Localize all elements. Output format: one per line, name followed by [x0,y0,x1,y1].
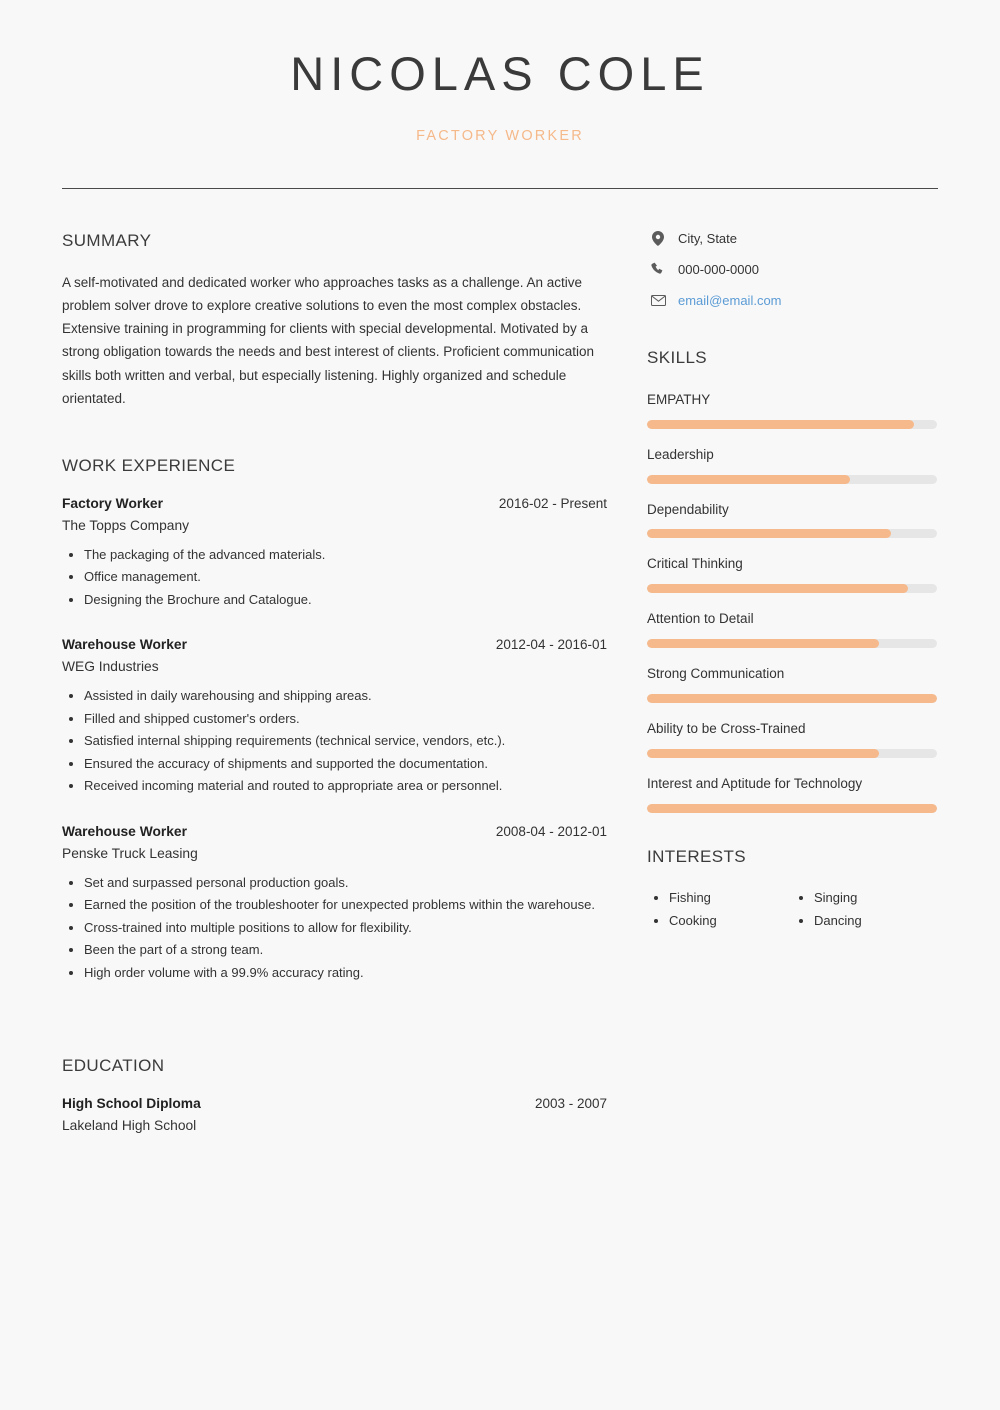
skill-label: Attention to Detail [647,611,754,627]
skill-label: Ability to be Cross-Trained [647,721,806,737]
resume-header [0,0,1000,144]
job-title: Warehouse Worker [62,823,187,839]
page-title: NICOLAS COLE [290,47,710,100]
education-dates: 2003 - 2007 [534,1096,607,1112]
skill-bar-track [647,804,937,813]
contact-location: City, State [678,230,738,246]
work-experience-entry [62,824,607,984]
skill-item [647,609,937,648]
skill-bar-fill [647,694,937,703]
list-item: • Cross-trained into multiple positions to allow for flexibility. [84,917,607,939]
skill-label: Interest and Aptitude for Technology [647,776,863,792]
job-dates: 2012-04 - 2016-01 [495,637,607,653]
skill-bar-fill [647,584,908,593]
spacer [62,1010,607,1056]
contact-email[interactable]: email@email.com [678,292,782,308]
header-divider [62,188,938,189]
list-item: • Designing the Brochure and Catalogue. [84,589,607,611]
job-bullet-list [62,544,607,611]
job-title: Factory Worker [62,496,163,511]
main-column [62,231,647,1160]
list-item: • Satisfied internal shipping requirements (technical service, vendors, etc.). [84,730,607,752]
phone-icon [647,262,669,276]
work-experience-entry [62,637,607,797]
list-item: • Ensured the accuracy of shipments and supported the documentation. [84,753,607,775]
work-experience-heading: WORK EXPERIENCE [62,456,236,475]
skill-bar-fill [647,639,879,648]
job-company: Penske Truck Leasing [62,845,198,861]
job-bullet-list [62,685,607,797]
skill-item [647,664,937,703]
job-dates: 2016-02 - Present [498,496,607,511]
skill-bar-fill [647,420,914,429]
job-company: The Topps Company [62,518,190,533]
skill-bar-fill [647,749,879,758]
summary-text: A self-motivated and dedicated worker who approaches tasks as a challenge. An active problem solver drove to explore creative solutions to even the most complex obstacles. Extensive training in programming for clients with special developmental. Motivated by a strong obligation towards the needs and best interest of clients. Proficient communication skills both written and verbal, but especially listening. Highly organized and schedule orientated. [62,274,595,406]
list-item: • Fishing [669,887,792,910]
list-item: • Assisted in daily warehousing and shipping areas. [84,685,607,707]
skill-bar-track [647,420,937,429]
list-item: • Singing [814,887,937,910]
job-dates: 2008-04 - 2012-01 [495,823,607,839]
skill-item [647,500,937,539]
skill-item [647,719,937,758]
list-item: • Dancing [814,910,937,933]
skill-bar-track [647,694,937,703]
list-item: • Office management. [84,566,607,588]
job-bullet-list [62,872,607,984]
job-title-subheading: FACTORY WORKER [416,127,584,144]
location-pin-icon [647,231,669,246]
list-item: • Earned the position of the troubleshooter for unexpected problems within the warehouse. [84,894,607,916]
education-heading: EDUCATION [62,1056,165,1076]
contact-phone: 000-000-0000 [678,261,759,277]
skill-item [647,390,937,429]
skill-bar-track [647,639,937,648]
job-header-row [62,824,607,839]
skill-bar-fill [647,804,937,813]
skill-bar-fill [647,529,891,538]
education-header-row [62,1096,607,1111]
envelope-icon [647,295,669,306]
skill-bar-track [647,584,937,593]
interests-grid [647,887,937,933]
work-experience-entry [62,496,607,611]
interests-heading: INTERESTS [647,847,747,867]
contact-info [647,231,937,308]
list-item: • Been the part of a strong team. [84,939,607,961]
skill-item [647,445,937,484]
job-header-row [62,637,607,652]
list-item: • Set and surpassed personal production goals. [84,872,607,894]
education-entry [62,1096,607,1133]
skill-item [647,554,937,593]
skill-bar-track [647,529,937,538]
contact-phone-row [647,262,937,277]
skill-label: Strong Communication [647,666,785,682]
side-column [647,231,937,1160]
list-item: • Cooking [669,910,792,933]
job-header-row [62,496,607,511]
degree-title: High School Diploma [62,1096,201,1112]
spacer [62,410,607,456]
skill-bar-fill [647,475,850,484]
skill-label: Critical Thinking [647,556,743,572]
list-item: • Received incoming material and routed to appropriate area or personnel. [84,775,607,797]
skills-heading: SKILLS [647,347,708,367]
school-name: Lakeland High School [62,1118,197,1134]
job-company: WEG Industries [62,659,159,675]
list-item: • High order volume with a 99.9% accuracy rating. [84,962,607,984]
job-title: Warehouse Worker [62,637,187,653]
list-item: • The packaging of the advanced materials. [84,544,607,566]
contact-email-row[interactable] [647,293,937,308]
skill-bar-track [647,749,937,758]
skill-bar-track [647,475,937,484]
skill-label: Dependability [647,501,729,517]
interests-column-left [647,887,792,933]
contact-location-row [647,231,937,246]
skill-item [647,774,937,813]
skill-label: EMPATHY [647,391,711,407]
summary-heading: SUMMARY [62,230,152,250]
resume-body [0,231,1000,1160]
interests-section [647,847,937,933]
list-item: • Filled and shipped customer's orders. [84,708,607,730]
skill-label: Leadership [647,446,714,462]
interests-column-right [792,887,937,933]
